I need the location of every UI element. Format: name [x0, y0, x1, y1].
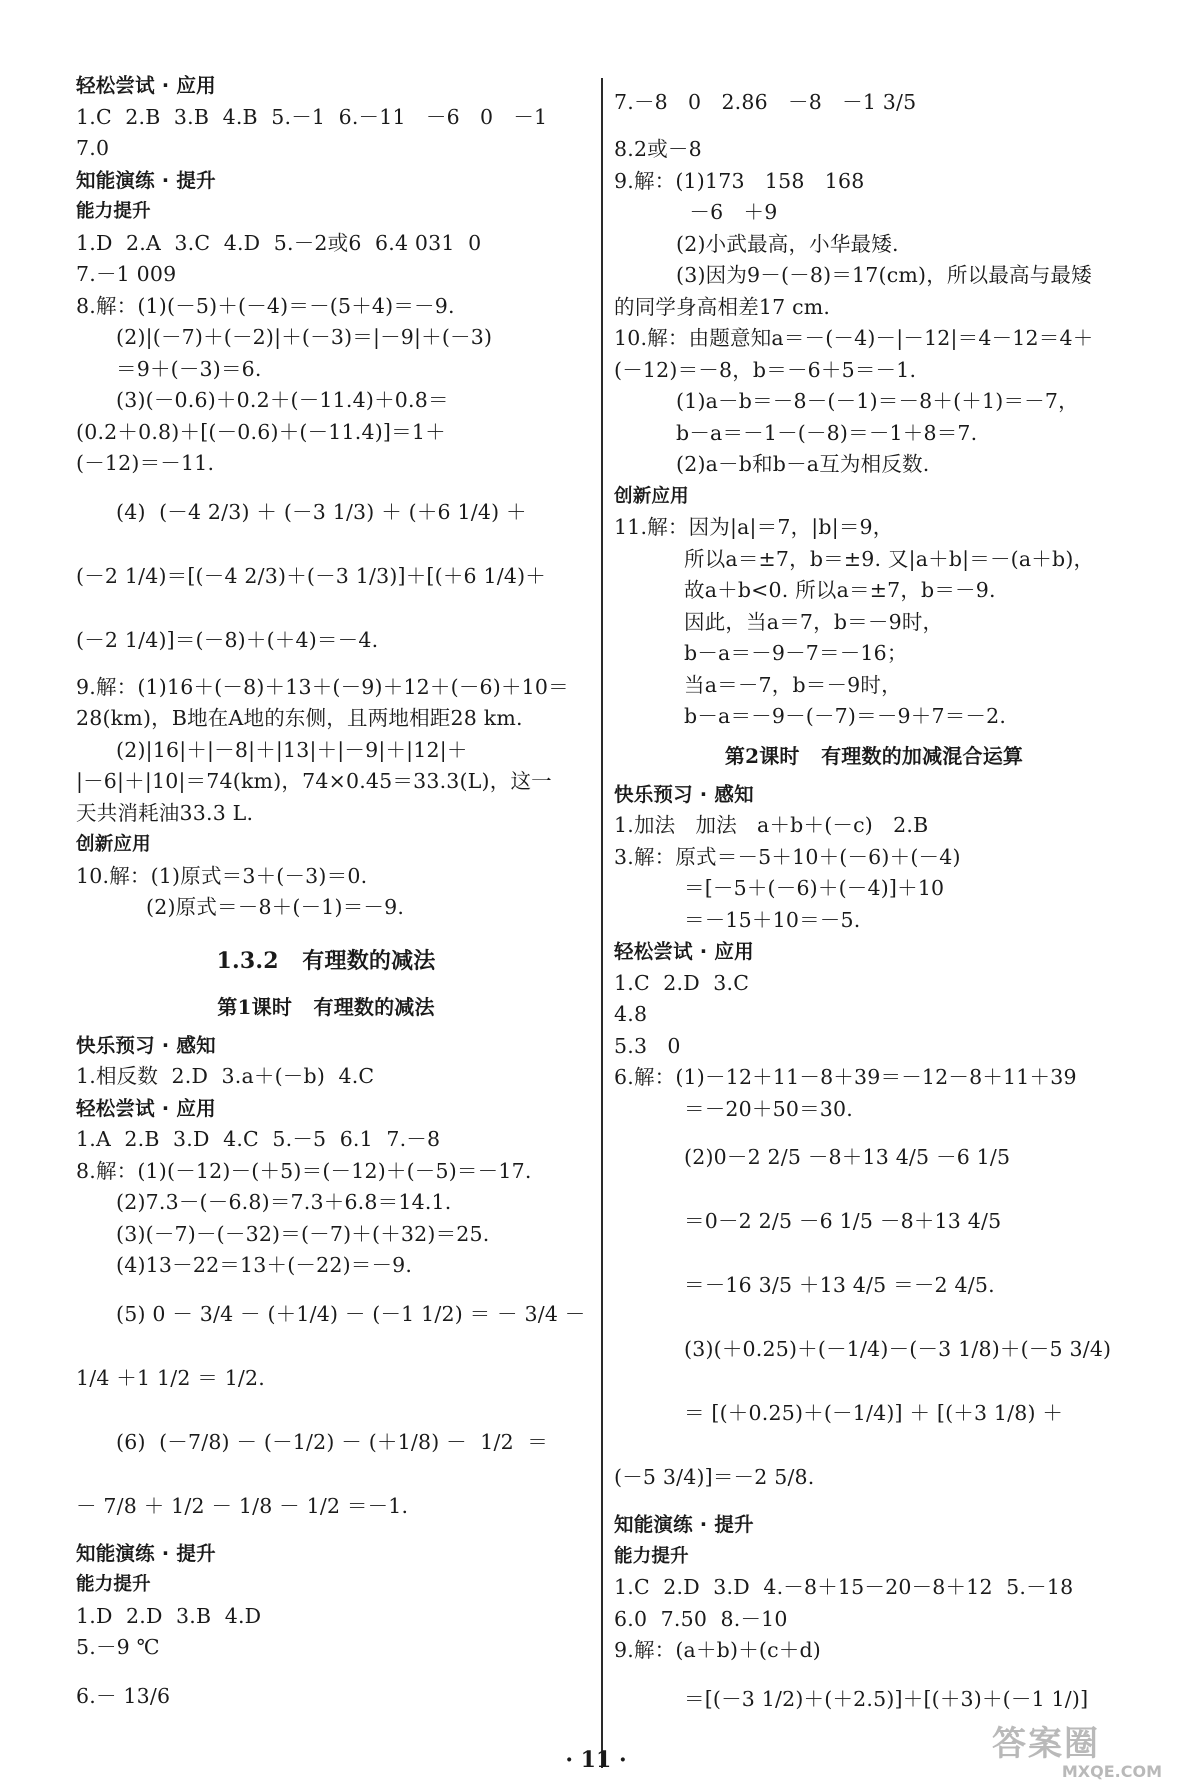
right-line: 故a＋b<0. 所以a＝±7，b＝－9.: [684, 578, 996, 602]
left-line: (2)原式＝－8＋(－1)＝－9.: [146, 895, 405, 919]
right-line: 8.2或－8: [614, 137, 702, 161]
right-line: 6.0 7.50 8.－10: [614, 1606, 788, 1631]
right-line: (2)a－b和b－a互为相反数.: [676, 452, 930, 476]
right-line: ＝ [(＋0.25)＋(－1/4)] ＋ [(＋3 1/8) ＋: [684, 1401, 1064, 1425]
right-line: 7.－8 0 2.86 －8 －1 3/5: [614, 90, 917, 114]
left-line: (5) 0 － 3/4 － (＋1/4) － (－1 1/2) ＝ － 3/4 －: [116, 1301, 586, 1326]
right-line: 9.解：(1)173 158 168: [614, 168, 865, 193]
left-line: 快乐预习 · 感知: [76, 1033, 216, 1057]
right-line: 因此，当a＝7，b＝－9时，: [684, 609, 944, 634]
right-line: 快乐预习 · 感知: [614, 782, 754, 806]
right-line: 6.解：(1)－12＋11－8＋39＝－12－8＋11＋39: [614, 1065, 1077, 1089]
right-line: (－5 3/4)]＝－2 5/8.: [614, 1465, 815, 1489]
left-line: 知能演练 · 提升: [76, 168, 216, 192]
right-line: (－12)＝－8，b＝－6＋5＝－1.: [614, 357, 917, 382]
left-line: 能力提升: [76, 201, 151, 222]
right-line: 1.C 2.D 3.D 4.－8＋15－20－8＋12 5.－18: [614, 1575, 1074, 1599]
left-line: 7.0: [76, 136, 110, 160]
left-line: 1/4 ＋1 1/2 ＝ 1/2.: [76, 1365, 266, 1390]
right-line: 当a＝－7，b＝－9时，: [684, 672, 902, 697]
right-line: 知能演练 · 提升: [614, 1513, 754, 1536]
right-line: 的同学身高相差17 cm.: [614, 294, 831, 319]
right-line: ＝－16 3/5 ＋13 4/5 ＝－2 4/5.: [684, 1273, 995, 1297]
left-line: (－12)＝－11.: [76, 451, 215, 475]
left-line: 5.－9 ℃: [76, 1635, 160, 1659]
left-line: (4)13－22＝13＋(－22)＝－9.: [116, 1253, 413, 1277]
right-line: (1)a－b＝－8－(－1)＝－8＋(＋1)＝－7，: [676, 389, 1079, 413]
right-line: (3)因为9－(－8)＝17(cm)，所以最高与最矮: [676, 263, 1092, 287]
left-line: 知能演练 · 提升: [76, 1541, 216, 1565]
right-line: 5.3 0: [614, 1033, 681, 1058]
left-line: (2)7.3－(－6.8)＝7.3＋6.8＝14.1.: [116, 1190, 452, 1214]
right-line: (2)0－2 2/5 －8＋13 4/5 －6 1/5: [684, 1145, 1011, 1169]
left-line: 1.相反数 2.D 3.a＋(－b) 4.C: [76, 1064, 375, 1088]
left-line: 1.A 2.B 3.D 4.C 5.－5 6.1 7.－8: [76, 1127, 441, 1151]
column-divider: [601, 78, 603, 1768]
left-line: 创新应用: [76, 834, 151, 855]
right-line: 11.解：因为|a|＝7，|b|＝9，: [614, 515, 894, 539]
right-line: b－a＝－9－7＝－16；: [684, 641, 908, 665]
left-line: 7.－1 009: [76, 262, 177, 286]
right-line: 能力提升: [614, 1545, 689, 1567]
right-line: 创新应用: [614, 485, 689, 507]
left-line: 1.D 2.D 3.B 4.D: [76, 1603, 262, 1628]
left-line: ＝9＋(－3)＝6.: [116, 356, 262, 381]
right-line: ＝－15＋10＝－5.: [684, 907, 861, 932]
left-line: 第1课时 有理数的减法: [217, 994, 435, 1019]
left-line: (2)|(－7)＋(－2)|＋(－3)＝|－9|＋(－3): [116, 325, 493, 349]
left-line: 28(km)，B地在A地的东侧，且两地相距28 km.: [76, 706, 523, 730]
left-line: (3)(－0.6)＋0.2＋(－11.4)＋0.8＝: [116, 388, 449, 412]
left-line: 10.解：(1)原式＝3＋(－3)＝0.: [76, 863, 368, 888]
right-line: b－a＝－1－(－8)＝－1＋8＝7.: [676, 420, 978, 445]
right-line: ＝[(－3 1/2)＋(＋2.5)]＋[(＋3)＋(－1 1/)]: [684, 1686, 1089, 1711]
right-line: (3)(＋0.25)＋(－1/4)－(－3 1/8)＋(－5 3/4): [684, 1337, 1112, 1361]
right-line: －6 ＋9: [676, 200, 778, 224]
left-line: (－2 1/4)]＝(－8)＋(＋4)＝－4.: [76, 627, 379, 652]
left-line: 天共消耗油33.3 L.: [76, 800, 254, 825]
left-line: (4) (－4 2/3) ＋ (－3 1/3) ＋ (＋6 1/4) ＋: [116, 499, 527, 524]
right-line: 所以a＝±7，b＝±9. 又|a＋b|＝－(a＋b)，: [684, 546, 1095, 571]
watermark: [992, 1726, 1162, 1786]
left-line: 1.3.2 有理数的减法: [216, 947, 436, 974]
left-line: (2)|16|＋|－8|＋|13|＋|－9|＋|12|＋: [116, 737, 468, 762]
right-line: 轻松尝试 · 应用: [614, 940, 754, 963]
left-line: (－2 1/4)＝[(－4 2/3)＋(－3 1/3)]＋[(＋6 1/4)＋: [76, 563, 546, 588]
left-line: (0.2＋0.8)＋[(－0.6)＋(－11.4)]＝1＋: [76, 419, 446, 444]
right-line: 4.8: [614, 1002, 648, 1026]
right-line: 第2课时 有理数的加减混合运算: [724, 743, 1024, 768]
watermark-url: MXQE.COM: [1061, 1762, 1162, 1781]
right-line: 1.加法 加法 a＋b＋(－c) 2.B: [614, 813, 929, 837]
left-line: |－6|＋|10|＝74(km)，74×0.45＝33.3(L)，这一: [76, 769, 552, 793]
left-line: 1.D 2.A 3.C 4.D 5.－2或6 6.4 031 0: [76, 230, 482, 255]
right-line: ＝0－2 2/5 －6 1/5 －8＋13 4/5: [684, 1209, 1002, 1233]
right-line: (2)小武最高，小华最矮.: [676, 231, 899, 256]
left-line: 轻松尝试 · 应用: [76, 74, 216, 97]
right-line: b－a＝－9－(－7)＝－9＋7＝－2.: [684, 704, 1007, 728]
left-line: (6) (－7/8) － (－1/2) － (＋1/8) － 1/2 ＝: [116, 1429, 548, 1454]
left-line: 轻松尝试 · 应用: [76, 1096, 216, 1120]
left-line: 8.解：(1)(－5)＋(－4)＝－(5＋4)＝－9.: [76, 293, 455, 318]
left-line: 6.－ 13/6: [76, 1683, 171, 1708]
right-line: 1.C 2.D 3.C: [614, 970, 750, 995]
left-column: [76, 70, 586, 1728]
right-line: 3.解：原式＝－5＋10＋(－6)＋(－4): [614, 844, 961, 869]
left-line: 9.解：(1)16＋(－8)＋13＋(－9)＋12＋(－6)＋10＝: [76, 674, 569, 699]
left-line: (3)(－7)－(－32)＝(－7)＋(＋32)＝25.: [116, 1221, 490, 1246]
right-line: ＝[－5＋(－6)＋(－4)]＋10: [684, 876, 945, 900]
right-column: [614, 70, 1134, 1731]
left-line: － 7/8 ＋ 1/2 － 1/8 － 1/2 ＝－1.: [76, 1493, 409, 1518]
right-line: ＝－20＋50＝30.: [684, 1096, 853, 1121]
right-line: 10.解：由题意知a＝－(－4)－|－12|＝4－12＝4＋: [614, 326, 1094, 350]
left-line: 8.解：(1)(－12)－(＋5)＝(－12)＋(－5)＝－17.: [76, 1158, 532, 1183]
left-line: 1.C 2.B 3.B 4.B 5.－1 6.－11 －6 0 －1: [76, 104, 548, 129]
page-number: · 11 ·: [565, 1747, 627, 1773]
left-line: 能力提升: [76, 1574, 151, 1595]
right-line: 9.解：(a＋b)＋(c＋d): [614, 1638, 821, 1662]
watermark-logo: 答案圈: [992, 1724, 1100, 1764]
